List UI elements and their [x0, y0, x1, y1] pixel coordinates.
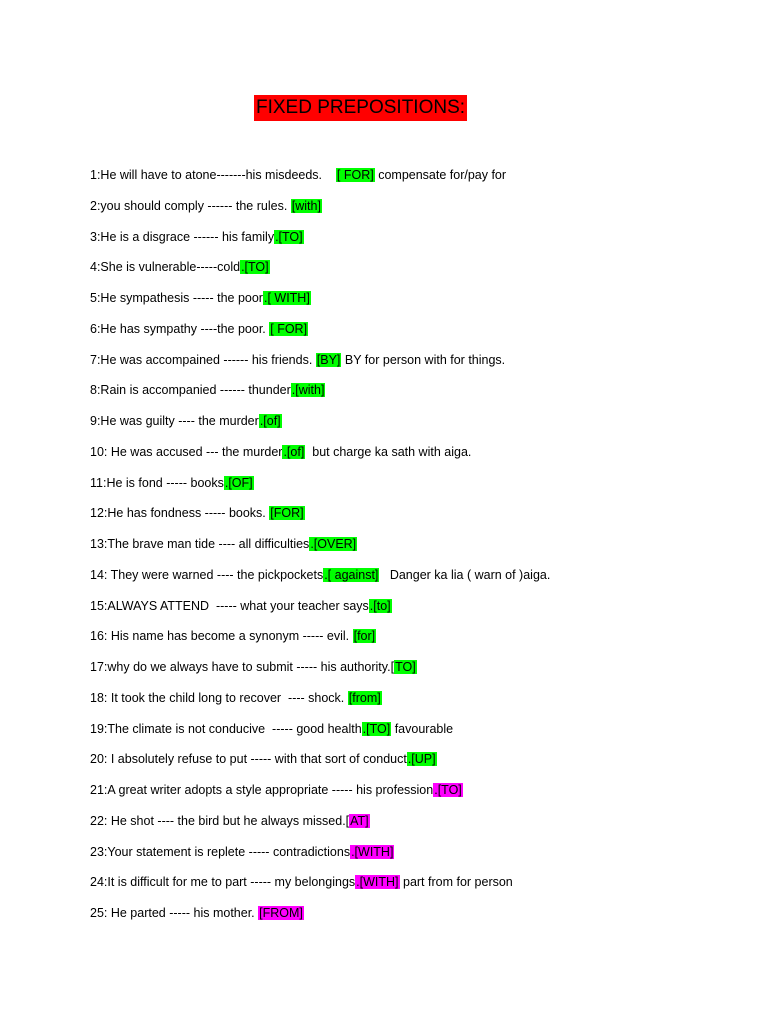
- list-item: [90, 871, 550, 902]
- item-text: 25: He parted ----- his mother.: [90, 906, 259, 920]
- list-item: [90, 533, 550, 564]
- item-note: part from for person: [399, 875, 513, 890]
- answer-highlight: [FOR]: [270, 506, 304, 521]
- answer-highlight: [from]: [348, 690, 381, 705]
- list-item: [90, 502, 550, 533]
- answer-highlight: .[OVER]: [310, 537, 357, 551]
- item-text: 12:He has fondness ----- books.: [90, 506, 270, 521]
- item-text: 10: He was accused --- the murder: [90, 444, 283, 459]
- list-item: [90, 195, 550, 226]
- list-item: [90, 410, 550, 441]
- item-note: favourable: [391, 721, 454, 736]
- item-text: 7:He was accompained ------ his friends.: [90, 352, 316, 367]
- item-text: 1:He will have to atone-------his misdeeds.: [90, 168, 336, 182]
- item-text: 15:ALWAYS ATTEND ----- what your teacher says: [90, 598, 369, 613]
- page-title: FIXED PREPOSITIONS:: [254, 95, 467, 121]
- item-text: 5:He sympathesis ----- the poor: [90, 291, 263, 305]
- answer-highlight: .[UP]: [407, 752, 436, 767]
- item-text: 16: His name has become a synonym ----- evil.: [90, 629, 353, 644]
- item-text: 20: I absolutely refuse to put ----- with that sort of conduct: [90, 752, 407, 767]
- item-text: 18: It took the child long to recover ---- shock.: [90, 690, 348, 705]
- item-text: 22: He shot ---- the bird but he always missed.[: [90, 813, 350, 828]
- answer-highlight: .[of]: [259, 414, 281, 428]
- list-item: [90, 287, 550, 318]
- item-text: 23:Your statement is replete ----- contradictions: [90, 844, 351, 859]
- item-text: 9:He was guilty ---- the murder: [90, 414, 259, 428]
- answer-highlight: .[TO]: [275, 229, 303, 244]
- answer-highlight: .[WITH]: [356, 875, 399, 890]
- list-item: [90, 564, 550, 595]
- list-item: [90, 810, 550, 841]
- list-item: [90, 595, 550, 626]
- item-text: 14: They were warned ---- the pickpockets: [90, 567, 324, 582]
- answer-highlight: .[TO]: [241, 260, 269, 275]
- answer-highlight: AT]: [350, 813, 369, 828]
- item-text: 21:A great writer adopts a style appropriate ----- his profession: [90, 783, 434, 797]
- list-item: [90, 656, 550, 687]
- item-text: 11:He is fond ----- books: [90, 475, 224, 490]
- item-text: 6:He has sympathy ----the poor.: [90, 321, 270, 336]
- list-item: [90, 841, 550, 872]
- list-item: [90, 256, 550, 287]
- item-text: 19:The climate is not conducive ----- good health: [90, 721, 362, 736]
- item-text: 8:Rain is accompanied ------ thunder: [90, 383, 291, 398]
- answer-highlight: .[TO]: [362, 721, 391, 736]
- list-item: [90, 902, 550, 933]
- item-text: 4:She is vulnerable-----cold: [90, 260, 241, 275]
- item-text: 2:you should comply ------ the rules.: [90, 198, 291, 213]
- answer-highlight: [ FOR]: [336, 168, 374, 182]
- answer-highlight: .[ WITH]: [263, 291, 310, 305]
- answer-highlight: .[ against]: [324, 567, 379, 582]
- list-item: [90, 318, 550, 349]
- answer-highlight: .[OF]: [224, 475, 253, 490]
- list-item: [90, 718, 550, 749]
- list-item: [90, 779, 550, 810]
- list-item: [90, 625, 550, 656]
- list-item: [90, 226, 550, 257]
- answer-highlight: .[to]: [369, 598, 391, 613]
- answer-highlight: [BY]: [316, 352, 341, 367]
- item-text: 24:It is difficult for me to part ----- my belongings: [90, 875, 356, 890]
- answer-highlight: [FROM]: [259, 906, 303, 920]
- item-text: 13:The brave man tide ---- all difficulties: [90, 537, 310, 551]
- item-note: but charge ka sath with aiga.: [305, 444, 472, 459]
- item-note: Danger ka lia ( warn of )aiga.: [379, 567, 551, 582]
- list-item: [90, 349, 550, 380]
- answer-highlight: [ FOR]: [270, 321, 308, 336]
- item-note: BY for person with for things.: [341, 352, 506, 367]
- answer-highlight: .[WITH]: [351, 844, 394, 859]
- list-item: [90, 379, 550, 410]
- list-item: [90, 472, 550, 503]
- answer-highlight: TO]: [395, 660, 416, 674]
- list-item: [90, 164, 550, 195]
- item-text: 3:He is a disgrace ------ his family: [90, 229, 275, 244]
- answer-highlight: .[with]: [291, 383, 325, 398]
- answer-highlight: [with]: [291, 198, 321, 213]
- item-note: compensate for/pay for: [374, 168, 507, 182]
- list-item: [90, 687, 550, 718]
- answer-highlight: .[TO]: [434, 783, 462, 797]
- answer-highlight: [for]: [353, 629, 376, 644]
- list-item: [90, 748, 550, 779]
- item-text: 17:why do we always have to submit ----- his authority.[: [90, 660, 395, 674]
- answer-highlight: .[of]: [283, 444, 305, 459]
- list-item: [90, 441, 550, 472]
- preposition-list: [90, 164, 550, 933]
